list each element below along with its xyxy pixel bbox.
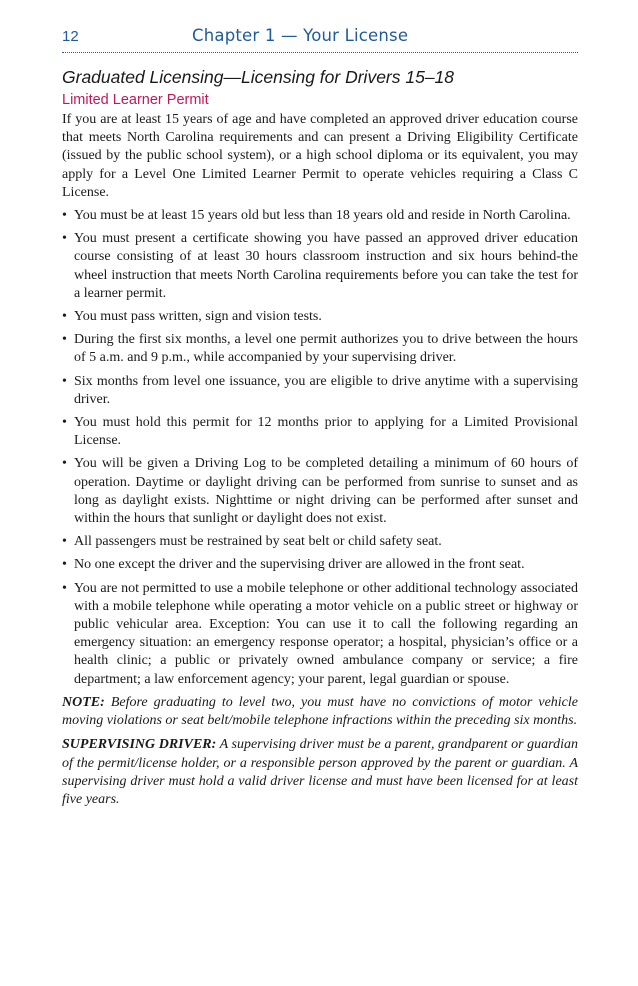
list-item-text: You must pass written, sign and vision tests.	[74, 309, 322, 325]
note-label: NOTE:	[62, 694, 105, 710]
subsection-title: Limited Learner Permit	[62, 92, 209, 108]
list-item-text: All passengers must be restrained by seat belt or child safety seat.	[74, 534, 442, 550]
chapter-title: Chapter 1 — Your License	[192, 26, 409, 45]
list-item-text: You must present a certificate showing you have passed an approved driver education course consisting of at least 30 hours classroom instruction and six hours behind-the wheel instruction that meets North Carolina requirements before you can take the test for a learner permit.	[74, 231, 578, 301]
requirements-list	[62, 207, 578, 689]
page-content	[62, 66, 578, 815]
bullet-icon: •	[62, 415, 67, 431]
bullet-icon: •	[62, 534, 67, 550]
bullet-icon: •	[62, 231, 67, 247]
intro-paragraph: If you are at least 15 years of age and have completed an approved driver education course that meets North Carolina requirements and can present a Driving Eligibility Certificate (issued by the public school system), or a high school diploma or its equivalent, you may apply for a Level One Limited Learner Permit to operate vehicles requiring a Class C License.	[62, 112, 578, 200]
note-paragraph	[62, 694, 578, 730]
bullet-icon: •	[62, 557, 67, 573]
bullet-icon: •	[62, 456, 67, 472]
list-item	[62, 414, 578, 450]
list-item-text: No one except the driver and the supervising driver are allowed in the front seat.	[74, 557, 525, 573]
bullet-icon: •	[62, 580, 67, 596]
list-item-text: During the first six months, a level one permit authorizes you to drive between the hours of 5 a.m. and 9 p.m., while accompanied by your supervising driver.	[74, 332, 578, 366]
page-number: 12	[62, 28, 79, 45]
list-item	[62, 580, 578, 689]
list-item	[62, 556, 578, 574]
bullet-icon: •	[62, 332, 67, 348]
list-item-text: Six months from level one issuance, you are eligible to drive anytime with a supervising driver.	[74, 373, 578, 407]
supervising-driver-text: A supervising driver must be a parent, grandparent or guardian of the permit/license holder, or a responsible person approved by the parent or guardian. A supervising driver must hold a valid driver license and must have been licensed for at least five years.	[62, 737, 578, 807]
list-item	[62, 207, 578, 225]
list-item-text: You will be given a Driving Log to be completed detailing a minimum of 60 hours of operation. Daytime or daylight driving can be performed from sunrise to sunset and as long as daylight exists. Nighttime or night driving can be performed after sunset and within the hours that sunlight or daylight does not exist.	[74, 456, 578, 527]
page-header	[62, 26, 578, 50]
list-item-text: You are not permitted to use a mobile telephone or other additional technology associated with a mobile telephone while operating a motor vehicle on a public street or highway or public vehicular area. Exception: You can use it to call the following regarding an emergency situation: an emergency response operator; a hospital, physician’s office or a health clinic; a public or privately owned ambulance company or service; a fire department; a law enforcement agency; your parent, legal guardian or spouse.	[74, 580, 578, 687]
section-title: Graduated Licensing—Licensing for Drivers 15–18	[62, 67, 455, 87]
list-item	[62, 533, 578, 551]
list-item-text: You must be at least 15 years old but less than 18 years old and reside in North Carolina.	[74, 208, 571, 224]
list-item	[62, 230, 578, 303]
supervising-driver-paragraph	[62, 736, 578, 809]
bullet-icon: •	[62, 208, 67, 224]
bullet-icon: •	[62, 309, 67, 325]
list-item	[62, 331, 578, 367]
list-item	[62, 455, 578, 528]
list-item	[62, 373, 578, 409]
header-divider	[62, 52, 578, 53]
bullet-icon: •	[62, 373, 67, 389]
list-item	[62, 308, 578, 326]
note-text: Before graduating to level two, you must have no convictions of motor vehicle moving violations or seat belt/mobile telephone infractions within the preceding six months.	[62, 694, 579, 729]
supervising-driver-label: SUPERVISING DRIVER:	[62, 737, 217, 753]
list-item-text: You must hold this permit for 12 months prior to applying for a Limited Provisional License.	[74, 415, 578, 449]
